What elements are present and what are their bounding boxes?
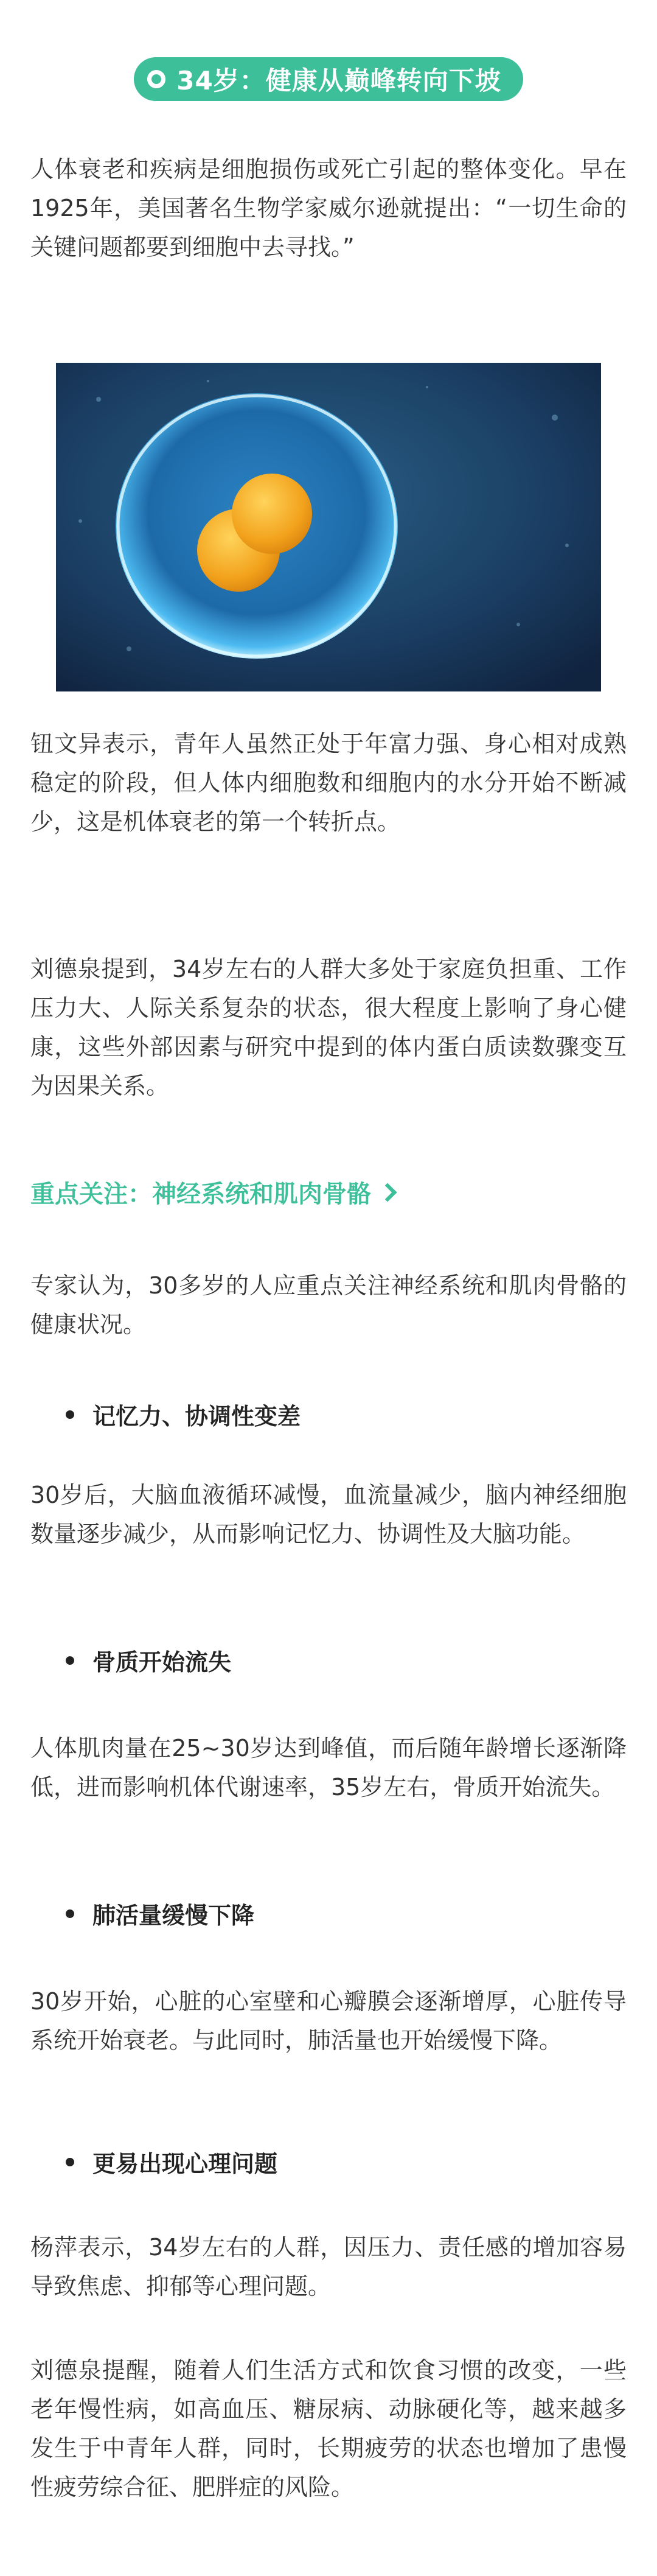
hero-image <box>56 363 601 691</box>
closing-paragraph: 刘德泉提醒，随着人们生活方式和饮食习惯的改变，一些老年慢性病，如高血压、糖尿病、动脉硬化等，越来越多发生于中青年人群，同时，长期疲劳的状态也增加了患慢性疲劳综合征、肥胖症的风险。 <box>30 2357 627 2501</box>
bullet-title: 肺活量缓慢下降 <box>92 1902 255 1929</box>
bullet-item <box>66 1398 301 1431</box>
header-pill <box>134 57 523 101</box>
intro-paragraph: 人体衰老和疾病是细胞损伤或死亡引起的整体变化。早在1925年，美国著名生物学家威尔逊就提出：“一切生命的关键问题都要到细胞中去寻找。” <box>30 156 627 261</box>
bullet-dot-icon <box>66 1410 74 1419</box>
paragraph-1: 钮文异表示，青年人虽然正处于年富力强、身心相对成熟稳定的阶段，但人体内细胞数和细胞内的水分开始不断减少，这是机体衰老的第一个转折点。 <box>30 730 627 835</box>
ring-icon <box>147 70 165 88</box>
header-wrap <box>0 57 657 101</box>
bullet-text: 杨萍表示，34岁左右的人群，因压力、责任感的增加容易导致焦虑、抑郁等心理问题。 <box>30 2234 627 2300</box>
bullet-text: 人体肌肉量在25~30岁达到峰值，而后随年龄增长逐渐降低，进而影响机体代谢速率，35岁左右，骨质开始流失。 <box>30 1735 627 1801</box>
cell-division-illustration <box>56 363 601 691</box>
paragraph-2: 刘德泉提到，34岁左右的人群大多处于家庭负担重、工作压力大、人际关系复杂的状态，很大程度上影响了身心健康，这些外部因素与研究中提到的体内蛋白质读数骤变互为因果关系。 <box>30 956 627 1099</box>
bullet-title: 更易出现心理问题 <box>92 2151 278 2177</box>
chevron-right-icon <box>378 1183 397 1202</box>
bullet-item <box>66 1897 254 1930</box>
paragraph-3: 专家认为，30多岁的人应重点关注神经系统和肌肉骨骼的健康状况。 <box>30 1272 627 1338</box>
bullet-dot-icon <box>66 1656 74 1665</box>
bullet-title: 骨质开始流失 <box>92 1649 232 1676</box>
bullet-dot-icon <box>66 2158 74 2166</box>
section-title: 重点关注：神经系统和肌肉骨骼 <box>30 1180 371 1208</box>
bullet-item <box>66 1643 231 1677</box>
section-heading <box>30 1175 394 1209</box>
bullet-item <box>66 2145 277 2179</box>
bullet-text: 30岁后，大脑血液循环减慢，血流量减少，脑内神经细胞数量逐步减少，从而影响记忆力、协调性及大脑功能。 <box>30 1482 627 1547</box>
header-title: 34岁：健康从巅峰转向下坡 <box>176 66 501 96</box>
bullet-title: 记忆力、协调性变差 <box>92 1403 301 1430</box>
bullet-text: 30岁开始，心脏的心室壁和心瓣膜会逐渐增厚，心脏传导系统开始衰老。与此同时，肺活量也开始缓慢下降。 <box>30 1988 627 2054</box>
bullet-dot-icon <box>66 1909 74 1918</box>
